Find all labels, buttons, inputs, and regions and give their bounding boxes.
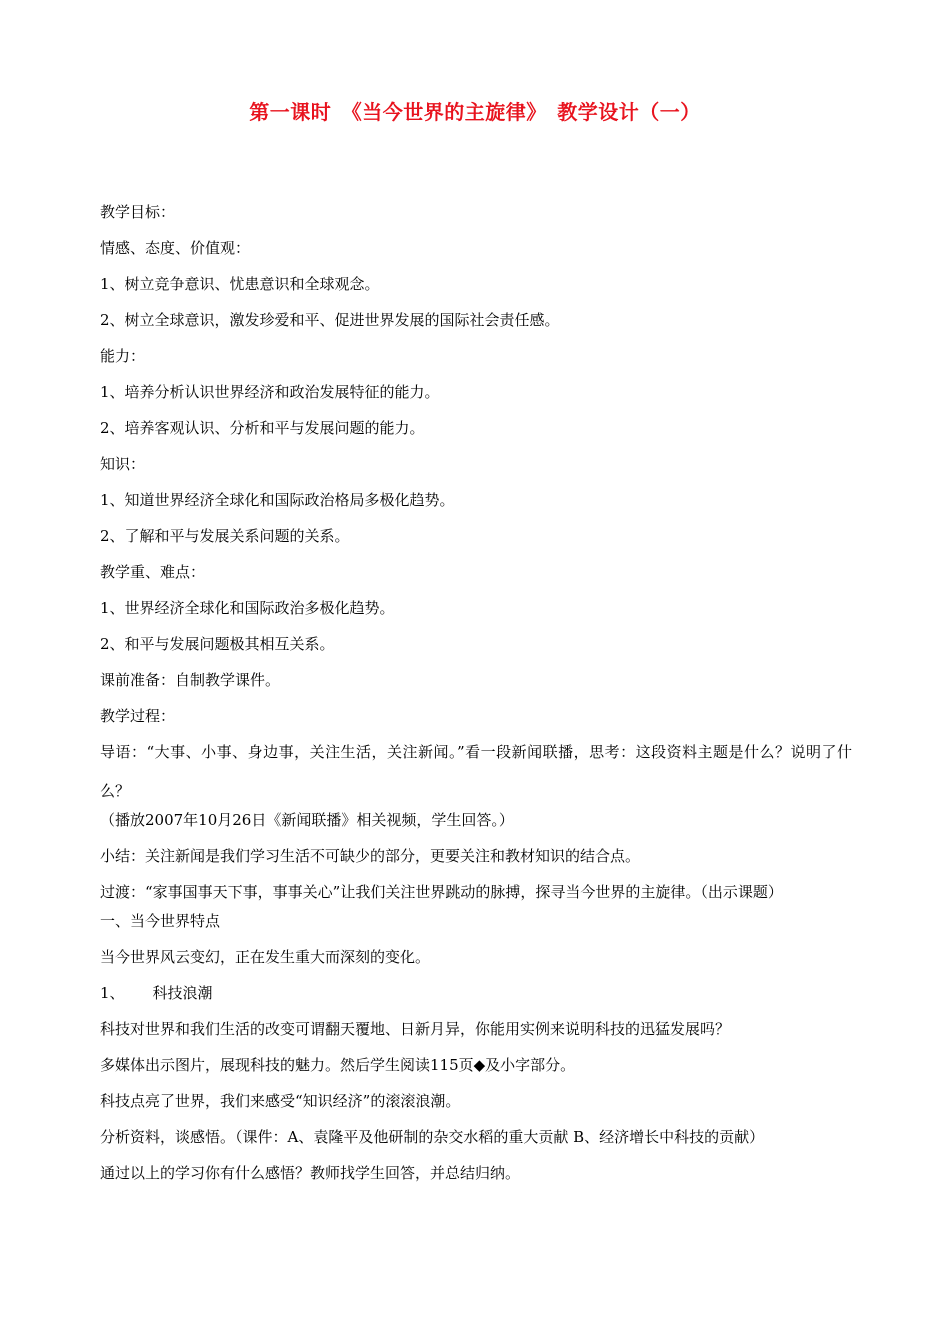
paragraph: 教学目标： (100, 203, 176, 221)
paragraph: 教学重、难点： (100, 563, 206, 581)
paragraph: 当今世界风云变幻，正在发生重大而深刻的变化。 (100, 948, 431, 966)
paragraph: 1、世界经济全球化和国际政治多极化趋势。 (100, 599, 395, 617)
paragraph: 科技点亮了世界，我们来感受“知识经济”的滚滚浪潮。 (100, 1092, 461, 1110)
paragraph: 过渡：“家事国事天下事，事事关心”让我们关注世界跳动的脉搏，探寻当今世界的主旋律。（出示课题） (100, 883, 783, 901)
paragraph: 2、和平与发展问题极其相互关系。 (100, 635, 335, 653)
paragraph: 小结：关注新闻是我们学习生活不可缺少的部分，更要关注和教材知识的结合点。 (100, 847, 641, 865)
paragraph: 情感、态度、价值观： (100, 239, 251, 257)
paragraph: 导语：“大事、小事、身边事，关注生活，关注新闻。”看一段新闻联播，思考：这段资料主题是什么？说明了什么？ (100, 743, 852, 800)
paragraph: 2、培养客观认识、分析和平与发展问题的能力。 (100, 419, 425, 437)
paragraph: 教学过程： (100, 707, 176, 725)
paragraph: 科技对世界和我们生活的改变可谓翻天覆地、日新月异，你能用实例来说明科技的迅猛发展吗？ (100, 1020, 731, 1038)
numbered-heading (100, 981, 852, 1017)
heading-text: 科技浪潮 (152, 984, 213, 1002)
paragraph: 1、培养分析认识世界经济和政治发展特征的能力。 (100, 383, 440, 401)
paragraph: 知识： (100, 455, 146, 473)
paragraph: 通过以上的学习你有什么感悟？教师找学生回答，并总结归纳。 (100, 1164, 521, 1182)
paragraph: 课前准备：自制教学课件。 (100, 671, 281, 689)
paragraph: 一、当今世界特点 (100, 912, 221, 930)
document-title: 第一课时 《当今世界的主旋律》 教学设计（一） (249, 100, 701, 124)
document-body (100, 200, 852, 1197)
paragraph: （播放2007年10月26日《新闻联播》相关视频，学生回答。） (100, 811, 514, 829)
paragraph: 能力： (100, 347, 146, 365)
paragraph: 多媒体出示图片，展现科技的魅力。然后学生阅读115页◆及小字部分。 (100, 1056, 576, 1074)
paragraph: 2、了解和平与发展关系问题的关系。 (100, 527, 350, 545)
paragraph: 2、树立全球意识，激发珍爱和平、促进世界发展的国际社会责任感。 (100, 311, 560, 329)
list-number: 1、 (100, 984, 125, 1002)
paragraph: 1、树立竞争意识、忧患意识和全球观念。 (100, 275, 380, 293)
paragraph: 1、知道世界经济全球化和国际政治格局多极化趋势。 (100, 491, 455, 509)
paragraph: 分析资料，谈感悟。（课件：A、袁隆平及他研制的杂交水稻的重大贡献 B、经济增长中科技的贡献） (100, 1128, 765, 1146)
